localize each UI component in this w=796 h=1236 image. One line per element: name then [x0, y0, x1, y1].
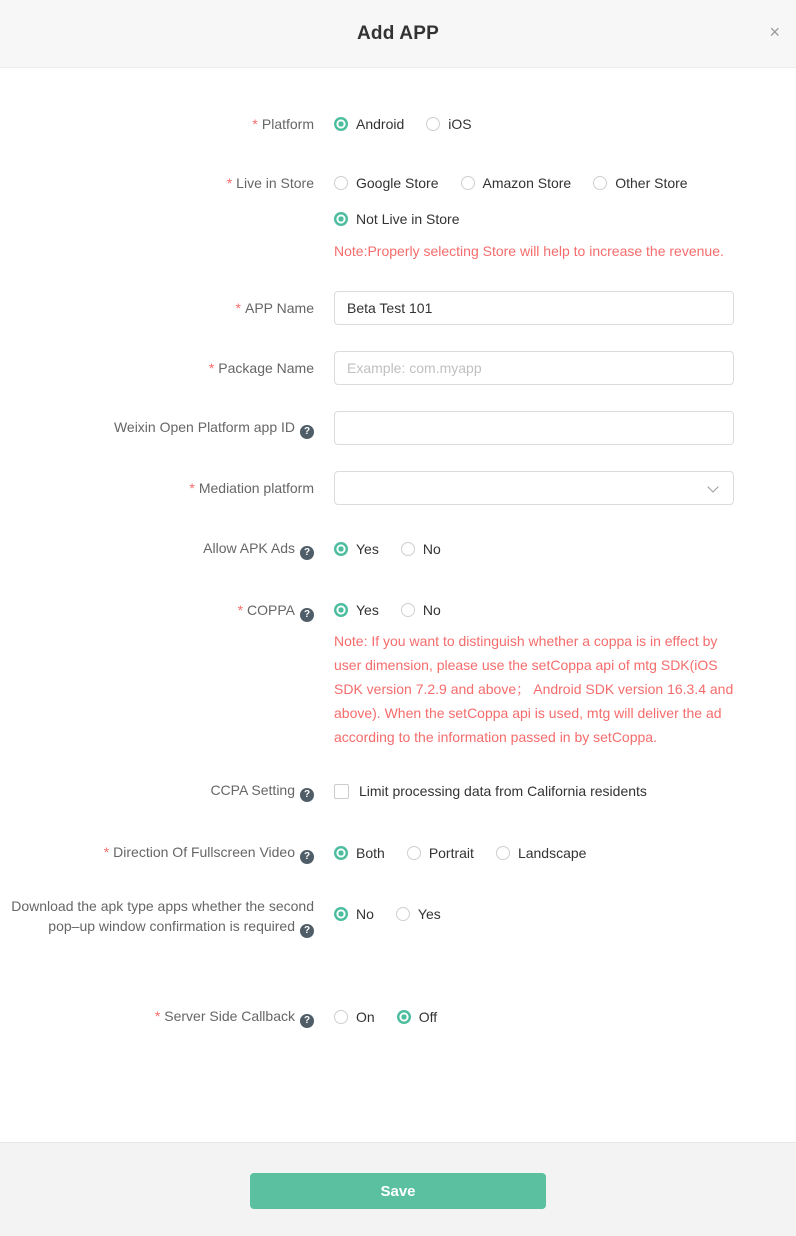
form-row-weixin-app-id	[0, 411, 734, 445]
form-row-platform	[0, 114, 734, 134]
radio-option-no[interactable]	[334, 904, 374, 924]
radio-option-android[interactable]	[334, 114, 404, 134]
chevron-down-icon	[707, 481, 718, 492]
ccpa-label	[0, 780, 314, 802]
radio-icon-portrait[interactable]	[407, 846, 421, 860]
help-icon[interactable]: ?	[300, 608, 314, 622]
server-callback-label	[0, 1006, 314, 1028]
radio-option-label: Off	[418, 1009, 438, 1025]
required-marker: *	[189, 480, 195, 496]
radio-option-landscape[interactable]	[496, 843, 587, 863]
radio-option-label: No	[422, 602, 441, 618]
coppa-note: Note: If you want to distinguish whether a coppa is in effect by user dimension, please use the setCoppa api of mtg SDK(iOS SDK version 7.2.9 and above； Android SDK version 16.3.4 and above). When the setCoppa api is used, mtg will deliver the ad according to the information passed in by setCoppa.	[334, 633, 734, 745]
form-row-direction	[0, 842, 734, 864]
ccpa-label-text: CCPA Setting	[210, 782, 295, 798]
coppa-radio-group	[334, 600, 734, 620]
help-icon[interactable]: ?	[300, 850, 314, 864]
required-marker: *	[103, 844, 110, 860]
radio-option-label: Amazon Store	[482, 175, 572, 191]
radio-icon-yes[interactable]	[396, 907, 410, 921]
store-radio-group-row1	[334, 173, 734, 193]
required-marker: *	[208, 360, 215, 376]
form-row-mediation-platform	[0, 471, 734, 505]
help-icon[interactable]: ?	[300, 546, 314, 560]
store-note: Note:Properly selecting Store will help to increase the revenue.	[334, 243, 724, 259]
coppa-label-text: COPPA	[247, 602, 295, 618]
required-marker: *	[237, 602, 244, 618]
radio-option-label: Yes	[356, 541, 379, 557]
dialog-footer	[0, 1142, 796, 1236]
add-app-form	[0, 68, 796, 1142]
server-callback-label-text: Server Side Callback	[164, 1008, 295, 1024]
radio-option-yes[interactable]	[334, 600, 379, 620]
radio-option-label: Landscape	[517, 845, 587, 861]
radio-option-label: Both	[356, 845, 385, 861]
weixin-app-id-input[interactable]	[334, 411, 734, 445]
package-name-label	[0, 358, 314, 378]
direction-radio-group	[334, 843, 734, 863]
radio-icon-no[interactable]	[401, 542, 415, 556]
radio-option-off[interactable]	[397, 1007, 437, 1027]
platform-radio-group	[334, 114, 734, 134]
help-icon[interactable]: ?	[300, 788, 314, 802]
close-icon[interactable]: ×	[769, 22, 780, 42]
required-marker: *	[226, 175, 233, 191]
radio-option-label: Android	[356, 116, 405, 132]
radio-option-label: Google Store	[356, 175, 439, 191]
checkbox-icon[interactable]	[334, 784, 349, 799]
radio-option-label: Not Live in Store	[356, 211, 460, 227]
platform-label	[0, 114, 314, 134]
form-row-app-name	[0, 291, 734, 325]
radio-icon-no[interactable]	[334, 907, 348, 921]
apk-confirm-label	[0, 896, 314, 938]
radio-icon-yes[interactable]	[334, 603, 348, 617]
form-row-ccpa	[0, 780, 734, 802]
allow-apk-ads-label-text: Allow APK Ads	[203, 540, 295, 556]
radio-option-on[interactable]	[334, 1007, 375, 1027]
required-marker: *	[235, 300, 241, 316]
live-in-store-label-text: Live in Store	[236, 175, 314, 191]
weixin-app-id-label-text: Weixin Open Platform app ID	[113, 419, 295, 435]
app-name-label-text: APP Name	[245, 300, 314, 316]
required-marker: *	[252, 116, 258, 132]
dialog-title: Add APP	[357, 22, 439, 44]
radio-option-google-store[interactable]	[334, 173, 439, 193]
radio-option-both[interactable]	[334, 843, 385, 863]
mediation-platform-label	[0, 478, 314, 498]
live-in-store-label	[0, 173, 314, 193]
server-callback-radio-group	[334, 1007, 734, 1027]
help-icon[interactable]: ?	[300, 425, 314, 439]
ccpa-checkbox-label: Limit processing data from California residents	[359, 783, 647, 799]
dialog-header	[0, 0, 796, 68]
radio-option-label: iOS	[448, 116, 472, 132]
radio-icon-no[interactable]	[401, 603, 415, 617]
platform-label-text: Platform	[261, 116, 314, 132]
radio-icon-not-live-in-store[interactable]	[334, 212, 348, 226]
radio-option-label: Other Store	[615, 175, 688, 191]
radio-icon-ios[interactable]	[426, 117, 440, 131]
store-radio-group-row2	[334, 209, 734, 229]
mediation-platform-select[interactable]	[334, 471, 734, 505]
radio-icon-other-store[interactable]	[593, 176, 607, 190]
allow-apk-ads-radio-group	[334, 539, 734, 559]
radio-option-portrait[interactable]	[407, 843, 474, 863]
required-marker: *	[154, 1008, 161, 1024]
radio-icon-android[interactable]	[334, 117, 348, 131]
radio-icon-off[interactable]	[397, 1010, 411, 1024]
form-row-apk-confirm	[0, 896, 734, 938]
form-row-coppa	[0, 600, 734, 749]
direction-label	[0, 842, 314, 864]
apk-confirm-radio-group	[334, 904, 734, 924]
radio-option-amazon-store[interactable]	[461, 173, 572, 193]
radio-icon-amazon-store[interactable]	[461, 176, 475, 190]
radio-option-no[interactable]	[401, 600, 441, 620]
radio-option-not-live-in-store[interactable]	[334, 209, 460, 229]
save-button[interactable]: Save	[250, 1173, 546, 1209]
radio-option-no[interactable]	[401, 539, 441, 559]
mediation-platform-label-text: Mediation platform	[198, 480, 314, 496]
allow-apk-ads-label	[0, 538, 314, 560]
radio-option-label: No	[422, 541, 441, 557]
radio-option-other-store[interactable]	[593, 173, 687, 193]
help-icon[interactable]: ?	[300, 1014, 314, 1028]
radio-icon-yes[interactable]	[334, 542, 348, 556]
form-row-server-callback	[0, 1006, 734, 1028]
coppa-label	[0, 600, 314, 622]
radio-option-label: On	[356, 1009, 375, 1025]
app-name-input[interactable]	[334, 291, 734, 325]
radio-option-label: No	[356, 906, 374, 922]
direction-label-text: Direction Of Fullscreen Video	[113, 844, 295, 860]
radio-option-label: Yes	[417, 906, 441, 922]
package-name-label-text: Package Name	[218, 360, 314, 376]
radio-option-label: Yes	[356, 602, 379, 618]
radio-option-ios[interactable]	[426, 114, 471, 134]
radio-icon-on[interactable]	[334, 1010, 348, 1024]
form-row-live-in-store	[0, 173, 734, 263]
radio-option-yes[interactable]	[396, 904, 441, 924]
radio-icon-both[interactable]	[334, 846, 348, 860]
radio-icon-landscape[interactable]	[496, 846, 510, 860]
radio-icon-google-store[interactable]	[334, 176, 348, 190]
radio-option-label: Portrait	[428, 845, 474, 861]
apk-confirm-label-text: Download the apk type apps whether the second pop–up window confirmation is required	[11, 898, 314, 934]
weixin-app-id-label	[0, 417, 314, 439]
ccpa-checkbox-item[interactable]	[334, 783, 734, 799]
package-name-input[interactable]	[334, 351, 734, 385]
form-row-package-name	[0, 351, 734, 385]
help-icon[interactable]: ?	[300, 924, 314, 938]
radio-option-yes[interactable]	[334, 539, 379, 559]
app-name-label	[0, 298, 314, 318]
form-row-allow-apk-ads	[0, 538, 734, 560]
